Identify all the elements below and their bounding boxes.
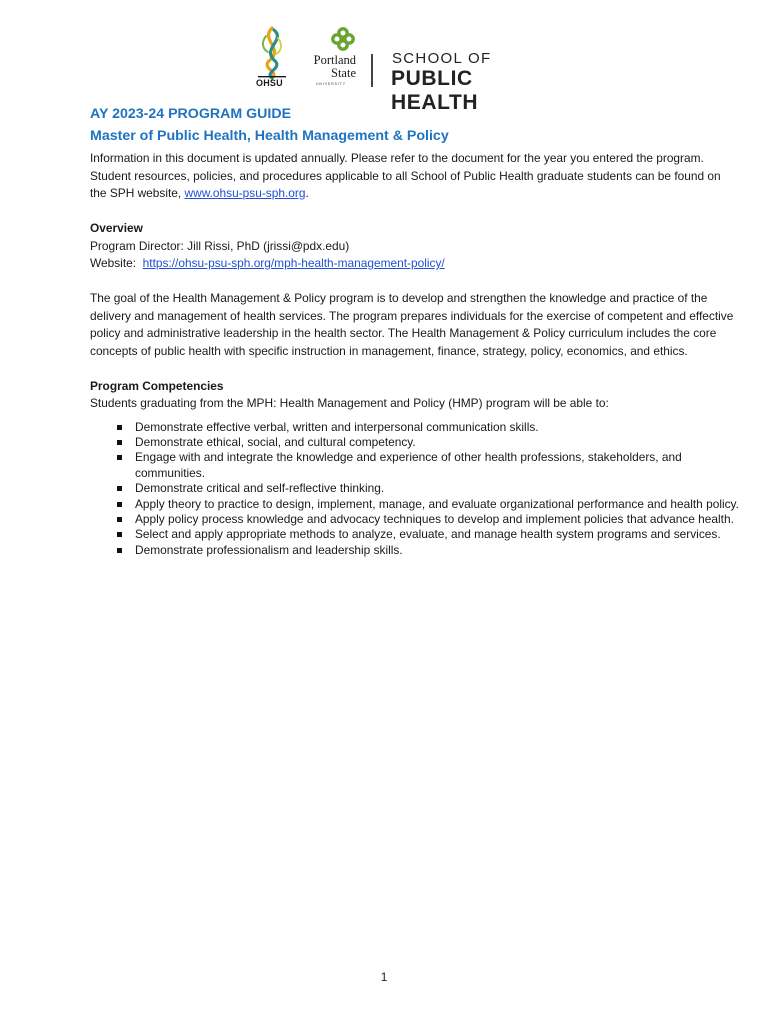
psu-university-text: UNIVERSITY <box>316 82 347 86</box>
list-item: Demonstrate ethical, social, and cultural competency. <box>90 435 740 450</box>
competencies-list <box>90 420 740 559</box>
document-subtitle: Master of Public Health, Health Management & Policy <box>90 128 449 144</box>
bullet-icon <box>117 517 122 522</box>
psu-wordmark: Portland State <box>313 53 356 80</box>
competencies-intro: Students graduating from the MPH: Health Management and Policy (HMP) program will be able to: <box>90 396 609 410</box>
program-website-link[interactable]: https://ohsu-psu-sph.org/mph-health-management-policy/ <box>142 256 445 270</box>
sph-website-link[interactable]: www.ohsu-psu-sph.org <box>184 186 306 200</box>
ohsu-wordmark: OHSU <box>256 78 283 88</box>
list-item: Demonstrate critical and self-reflective thinking. <box>90 481 740 496</box>
list-item: Apply policy process knowledge and advocacy techniques to develop and implement policies that advance health. <box>90 512 740 527</box>
list-item: Select and apply appropriate methods to analyze, evaluate, and manage health system programs and services. <box>90 527 740 542</box>
document-body <box>90 106 740 558</box>
list-item: Apply theory to practice to design, implement, manage, and evaluate organizational performance and health policy. <box>90 497 740 512</box>
bullet-icon <box>117 455 122 460</box>
bullet-icon <box>117 425 122 430</box>
sph-wordmark-line2: PUBLIC HEALTH <box>391 67 479 114</box>
logo-divider <box>371 54 373 87</box>
list-item: Engage with and integrate the knowledge and experience of other health professions, stakeholders, and communities. <box>90 450 740 481</box>
document-title: AY 2023-24 PROGRAM GUIDE <box>90 106 292 122</box>
competencies-heading: Program Competencies <box>90 378 224 393</box>
intro-paragraph: Information in this document is updated annually. Please refer to the document for the year you entered the program. Student resources, policies, and procedures applicable to all School of Public Health graduate students can be found on the SPH website, www.ohsu-psu-sph.org. <box>90 151 721 200</box>
goal-paragraph: The goal of the Health Management & Policy program is to develop and strengthen the knowledge and practice of the delivery and management of health services. The program prepares individuals for the exercise of competent and effective policy and administrative leadership in the health sector. The Health Management & Policy curriculum includes the core concepts of public health with specific instruction in management, finance, strategy, policy, economics, and ethics. <box>90 291 734 358</box>
bullet-icon <box>117 532 122 537</box>
list-item: Demonstrate effective verbal, written and interpersonal communication skills. <box>90 420 740 435</box>
list-item: Demonstrate professionalism and leadership skills. <box>90 543 740 558</box>
bullet-icon <box>117 502 122 507</box>
sph-wordmark-line1: SCHOOL OF <box>392 50 492 67</box>
page-number: 1 <box>380 970 388 984</box>
overview-heading: Overview <box>90 221 143 235</box>
psu-knot-icon <box>330 26 356 52</box>
bullet-icon <box>117 440 122 445</box>
website-line: Website: https://ohsu-psu-sph.org/mph-health-management-policy/ <box>90 256 445 270</box>
header-logos <box>254 26 564 114</box>
program-director-line: Program Director: Jill Rissi, PhD (jrissi@pdx.edu) <box>90 238 350 253</box>
bullet-icon <box>117 548 122 553</box>
bullet-icon <box>117 486 122 491</box>
